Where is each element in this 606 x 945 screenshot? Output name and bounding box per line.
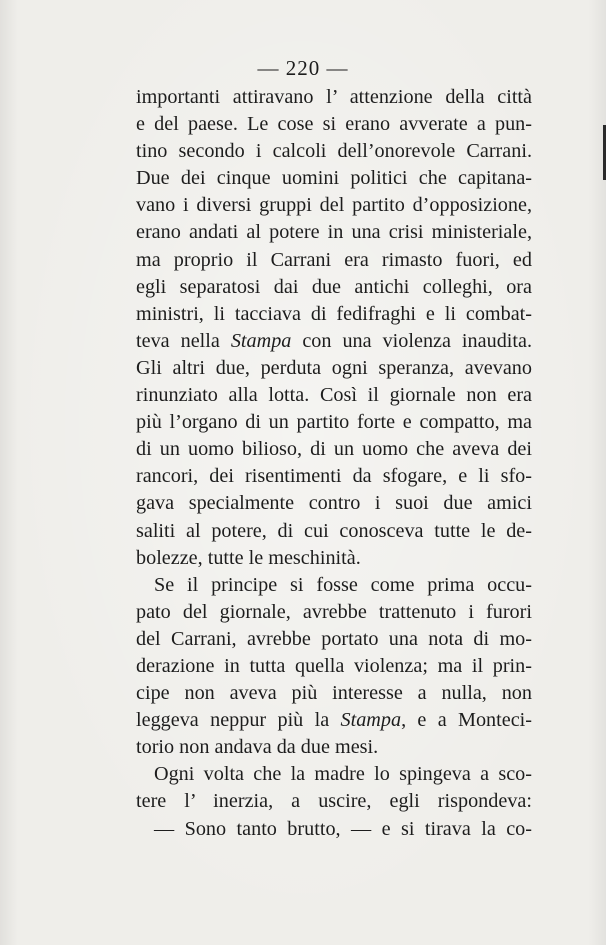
text-line: erano andati al potere in una crisi ministeriale,	[136, 221, 532, 244]
text-line: Due dei cinque uomini politici che capitana-	[136, 167, 532, 190]
text-line: teva nella Stampa con una violenza inaudita.	[136, 329, 533, 352]
text-line: rancori, dei risentimenti da sfogare, e li sfo-	[136, 465, 532, 488]
paragraph-2	[136, 572, 532, 762]
text-line: saliti al potere, di cui conosceva tutte le de-	[136, 519, 532, 542]
text-line: di un uomo bilioso, di un uomo che aveva dei	[136, 438, 532, 461]
text-line: del Carrani, avrebbe portato una nota di mo-	[136, 627, 532, 650]
paragraph-3	[136, 761, 532, 815]
text-line: cipe non aveva più interesse a nulla, non	[136, 682, 532, 705]
text-line: leggeva neppur più la Stampa, e a Monteci-	[136, 709, 532, 732]
text-line: — Sono tanto brutto, — e si tirava la co-	[154, 817, 532, 840]
text-line: tere l’ inerzia, a uscire, egli rispondeva:	[136, 790, 532, 813]
text-line: derazione in tutta quella violenza; ma il prin-	[136, 654, 532, 677]
newspaper-title: Stampa	[340, 709, 402, 732]
newspaper-title: Stampa	[230, 329, 292, 352]
text-line: ministri, li tacciava di fedifraghi e li combat-	[136, 302, 532, 325]
body-text	[136, 84, 532, 843]
text-line: pato del giornale, avrebbe trattenuto i furori	[136, 600, 532, 623]
text-line: rinunziato alla lotta. Così il giornale non era	[136, 384, 532, 407]
paragraph-1	[136, 84, 532, 572]
page-number: — 220 —	[257, 56, 349, 80]
text-line: bolezze, tutte le meschinità.	[136, 546, 361, 569]
text-line: e del paese. Le cose si erano avverate a pun-	[136, 113, 532, 136]
paragraph-4	[136, 816, 532, 843]
text-line: gava specialmente contro i suoi due amici	[136, 492, 532, 515]
text-line: più l’organo di un partito forte e compatto, ma	[136, 411, 532, 434]
text-line: ma proprio il Carrani era rimasto fuori, ed	[136, 248, 532, 271]
text-line: Se il principe si fosse come prima occu-	[154, 573, 532, 596]
text-line: vano i diversi gruppi del partito d’opposizione,	[136, 194, 532, 217]
text-line: importanti attiravano l’ attenzione della città	[136, 86, 532, 108]
text-line: egli separatosi dai due antichi colleghi, ora	[136, 275, 532, 298]
text-line: tino secondo i calcoli dell’onorevole Carrani.	[136, 140, 532, 163]
text-line: torio non andava da due mesi.	[136, 736, 379, 759]
text-line: Ogni volta che la madre lo spingeva a sco-	[154, 763, 532, 786]
text-line: Gli altri due, perduta ogni speranza, avevano	[136, 356, 532, 379]
